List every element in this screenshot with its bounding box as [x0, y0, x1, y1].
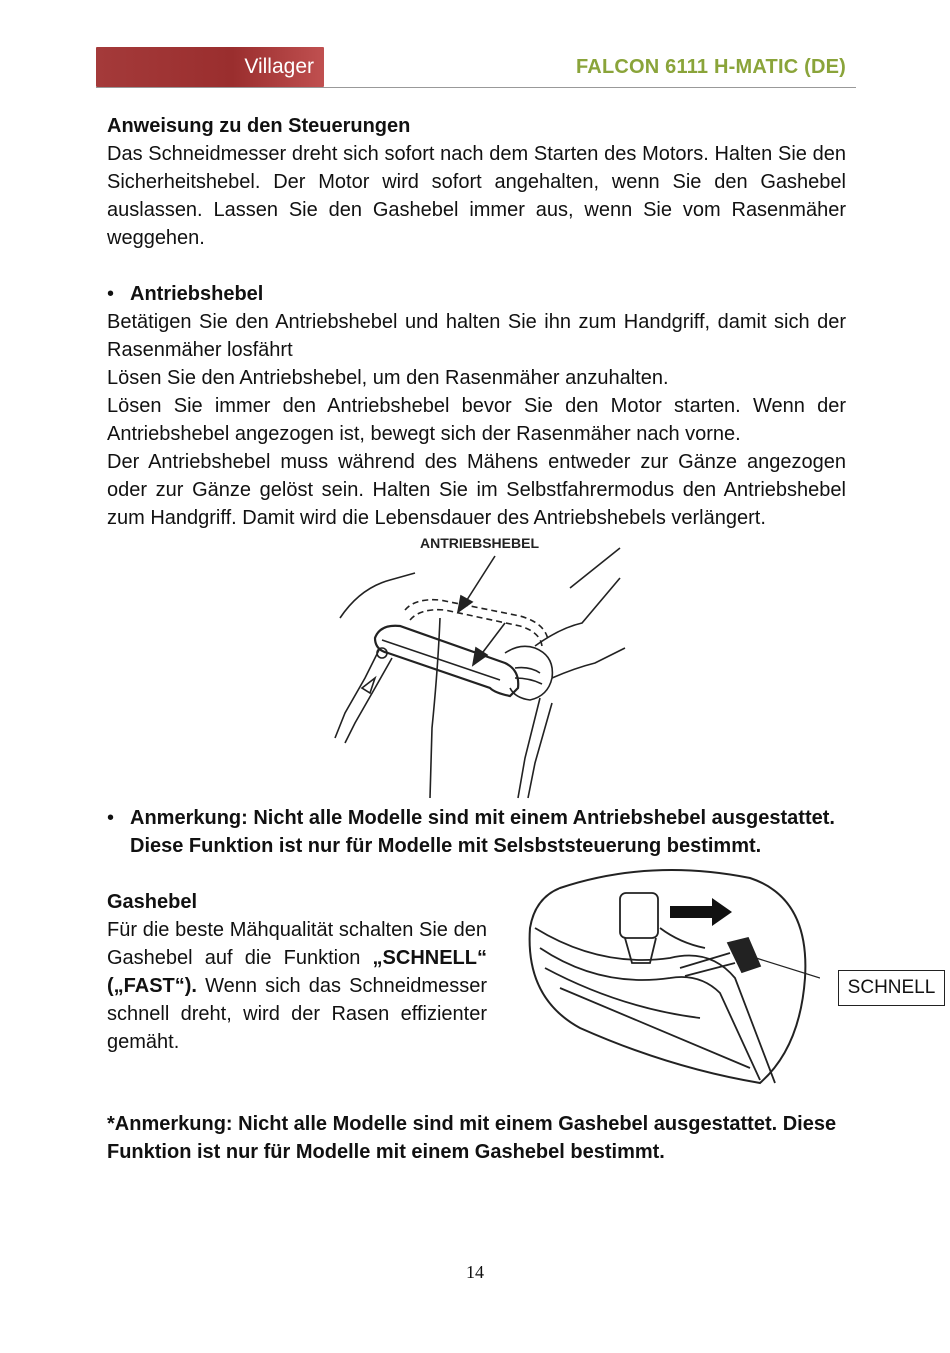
drive-paragraph-2: Lösen Sie den Antriebshebel, um den Rasenmäher anzuhalten.: [107, 367, 669, 389]
throttle-text-a: Für die beste Mähqualität schalten Sie den Gashebel auf die Funktion: [107, 919, 487, 969]
throttle-text-bold: „SCHNELL“ („FAST“).: [107, 947, 487, 997]
figure-label: ANTRIEBSHEBEL: [420, 535, 540, 551]
page-number: 14: [466, 1262, 484, 1282]
schnell-callout: SCHNELL: [838, 970, 945, 1006]
throttle-lever-illustration: [520, 868, 820, 1093]
drive-paragraph-1: Betätigen Sie den Antriebshebel und halten Sie ihn zum Handgriff, damit sich der Rasenmäher losfährt: [107, 311, 846, 361]
drive-heading: Antriebshebel: [130, 283, 264, 305]
model-title: FALCON 6111 H-MATIC (DE): [575, 56, 846, 78]
page-header: [96, 47, 856, 89]
throttle-paragraph: [107, 916, 487, 1056]
header-divider: [96, 87, 856, 88]
bullet-icon: [107, 804, 125, 832]
throttle-text-b: Wenn sich das Schneidmesser schnell dreht, wird der Rasen effizienter gemäht.: [107, 975, 487, 1053]
drive-note-row: [107, 804, 846, 860]
throttle-note: *Anmerkung: Nicht alle Modelle sind mit einem Gashebel ausgestattet. Diese Funktion ist nur für Modelle mit einem Gashebel bestimmt.: [107, 1113, 837, 1163]
drive-paragraph-4: Der Antriebshebel muss während des Mähens entweder zur Gänze angezogen oder zur Gänze gelöst sein. Halten Sie im Selbstfahrermodus den Antriebshebel zum Handgriff. Damit wird die Lebensdauer des Antriebshebels verlängert.: [107, 451, 846, 529]
bullet-icon: [107, 280, 125, 308]
drive-lever-illustration: [320, 528, 630, 803]
drive-note: Anmerkung: Nicht alle Modelle sind mit einem Antriebshebel ausgestattet. Diese Funktion ist nur für Modelle mit Selsbststeuerung bestimmt.: [130, 807, 835, 857]
brand-name: Villager: [244, 55, 314, 78]
controls-heading: Anweisung zu den Steuerungen: [107, 115, 411, 137]
brand-banner: [96, 47, 324, 87]
controls-paragraph: Das Schneidmesser dreht sich sofort nach dem Starten des Motors. Halten Sie den Sicherheitshebel. Der Motor wird sofort angehalten, wenn Sie den Gashebel auslassen. Lassen Sie den Gashebel immer aus, wenn Sie vom Rasenmäher weggehen.: [107, 143, 846, 249]
drive-paragraph-3: Lösen Sie immer den Antriebshebel bevor Sie den Motor starten. Wenn der Antriebshebel angezogen ist, bewegt sich der Rasenmäher nach vorne.: [107, 395, 846, 445]
throttle-heading: Gashebel: [107, 891, 198, 913]
drive-heading-row: [107, 280, 846, 308]
